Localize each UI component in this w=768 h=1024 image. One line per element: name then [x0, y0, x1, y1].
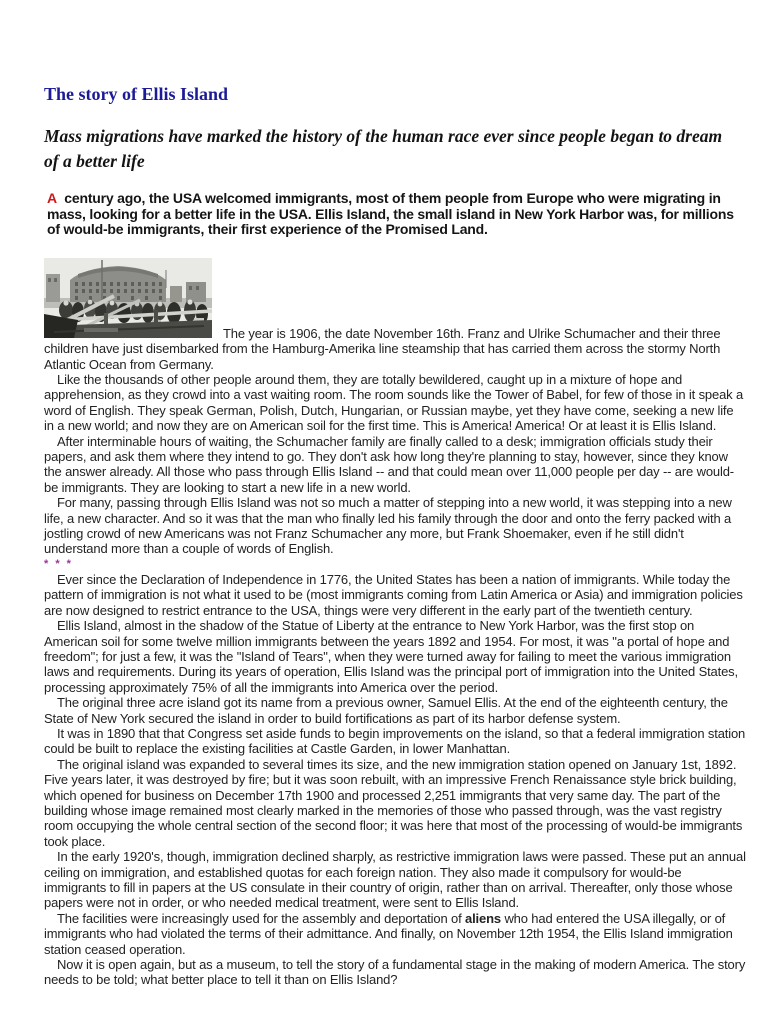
ellis-island-immigrants-photo: [44, 258, 212, 338]
history-paragraph: The original three acre island got its name from a previous owner, Samuel Ellis. At the end of the eighteenth century, the State of New York secured the island in order to build fortifications as part of its harbor defense system.: [44, 695, 728, 726]
bold-word: aliens: [465, 910, 501, 926]
intro-paragraph: [44, 191, 746, 238]
story-paragraph: Like the thousands of other people around them, they are totally bewildered, caught up in a mixture of hope and apprehension, as they crowd into a vast waiting room. The room sounds like the Tower of Babel, for few of those in it speak a word of English. They speak German, Polish, Dutch, Hungarian, or Russian maybe, yet they have come, seeking a new life in a new world; and now they are on American soil for the first time. This is America! America! Or at least it is Ellis Island.: [44, 372, 744, 434]
page-title: The story of Ellis Island: [44, 84, 229, 104]
history-paragraphs: [44, 572, 746, 988]
history-paragraph: Ellis Island, almost in the shadow of the Statue of Liberty at the entrance to New York Harbor, was the first stop on American soil for some twelve million immigrants between the years 1892 and 1954. For most, it was "a portal of hope and freedom"; for just a few, it was the "Island of Tears", when they were turned away for failing to meet the various immigration laws and requirements. During its years of operation, Ellis Island was the principal port of immigration into the United States, processing approximately 75% of all the immigrants into America over the period.: [44, 618, 738, 695]
intro-text: century ago, the USA welcomed immigrants, most of them people from Europe who were migrating in mass, looking for a better life in the USA. Ellis Island, the small island in New York Harbor was, for millions of would-be immigrants, their first experience of the Promised Land.: [47, 190, 734, 238]
story-paragraph: For many, passing through Ellis Island was not so much a matter of stepping into a new world, it was stepping into a new life, a new character. And so it was that the man who finally led his family through the door and onto the ferry packed with a jostling crowd of new Americans was not Franz Schumacher any more, but Frank Shoemaker, even if he still didn't understand more than a couple of words of English.: [44, 495, 732, 557]
history-paragraph: Now it is open again, but as a museum, to tell the story of a fundamental stage in the making of modern America. The story needs to be told; what better place to tell it than on Ellis Island?: [44, 957, 746, 988]
history-paragraph: It was in 1890 that that Congress set aside funds to begin improvements on the island, so that a federal immigration station could be built to replace the existing facilities at Castle Garden, in lower Manhattan.: [44, 725, 746, 757]
story-paragraphs: [44, 372, 746, 557]
history-paragraph: The facilities were increasingly used for the assembly and deportation of aliens who had entered the USA illegally, or of immigrants who had violated the terms of their admittance. And finally, on November 12th 1954, the Ellis Island immigration station ceased operation.: [44, 910, 733, 957]
photo-paragraph: [44, 258, 746, 372]
history-paragraph: In the early 1920's, though, immigration declined sharply, as restrictive immigration laws were passed. These put an annual ceiling on immigration, and established quotas for each foreign nation. They also made it compulsory for would-be immigrants to fill in papers at the US consulate in their country of origin, rather than on arrival. Thereafter, only those whose papers were not in order, or who needed medical treatment, were sent to Ellis Island.: [44, 849, 746, 911]
separator-stars: * * *: [44, 557, 73, 570]
intro-red-initial: A: [47, 190, 57, 206]
history-paragraph: Ever since the Declaration of Independence in 1776, the United States has been a nation of immigrants. While today the pattern of immigration is not what it used to be (most immigrants coming from Latin America or Asia) and immigration policies are now designed to restrict entrance to the USA, things were very different in the early part of the twentieth century.: [44, 571, 743, 618]
photo-paragraph-text: The year is 1906, the date November 16th. Franz and Ulrike Schumacher and their three children have just disembarked from the Hamburg-Amerika line steamship that has carried them across the stormy North Atlantic Ocean from Germany.: [44, 325, 721, 372]
story-paragraph: After interminable hours of waiting, the Schumacher family are finally called to a desk; immigration officials study their papers, and ask them where they intend to go. They don't ask how long they're planning to stay, however, since they know the answer already. All those who pass through Ellis Island -- and that could mean over 11,000 people per day -- are would-be immigrants. They are looking to start a new life in a new world.: [44, 433, 734, 495]
history-paragraph: The original island was expanded to several times its size, and the new immigration station opened on January 1st, 1892. Five years later, it was destroyed by fire; but it was soon rebuilt, with an impressive French Renaissance style brick building, which opened for business on December 17th 1900 and processed 2,251 immigrants that very same day. The part of the building whose image remained most clearly marked in the memories of those who passed through, was the vast registry room occupying the whole central section of the second floor; it was here that most of the processing of would-be immigrants took place.: [44, 756, 743, 849]
subtitle: Mass migrations have marked the history of the human race ever since people began to dream of a better life: [44, 126, 723, 171]
